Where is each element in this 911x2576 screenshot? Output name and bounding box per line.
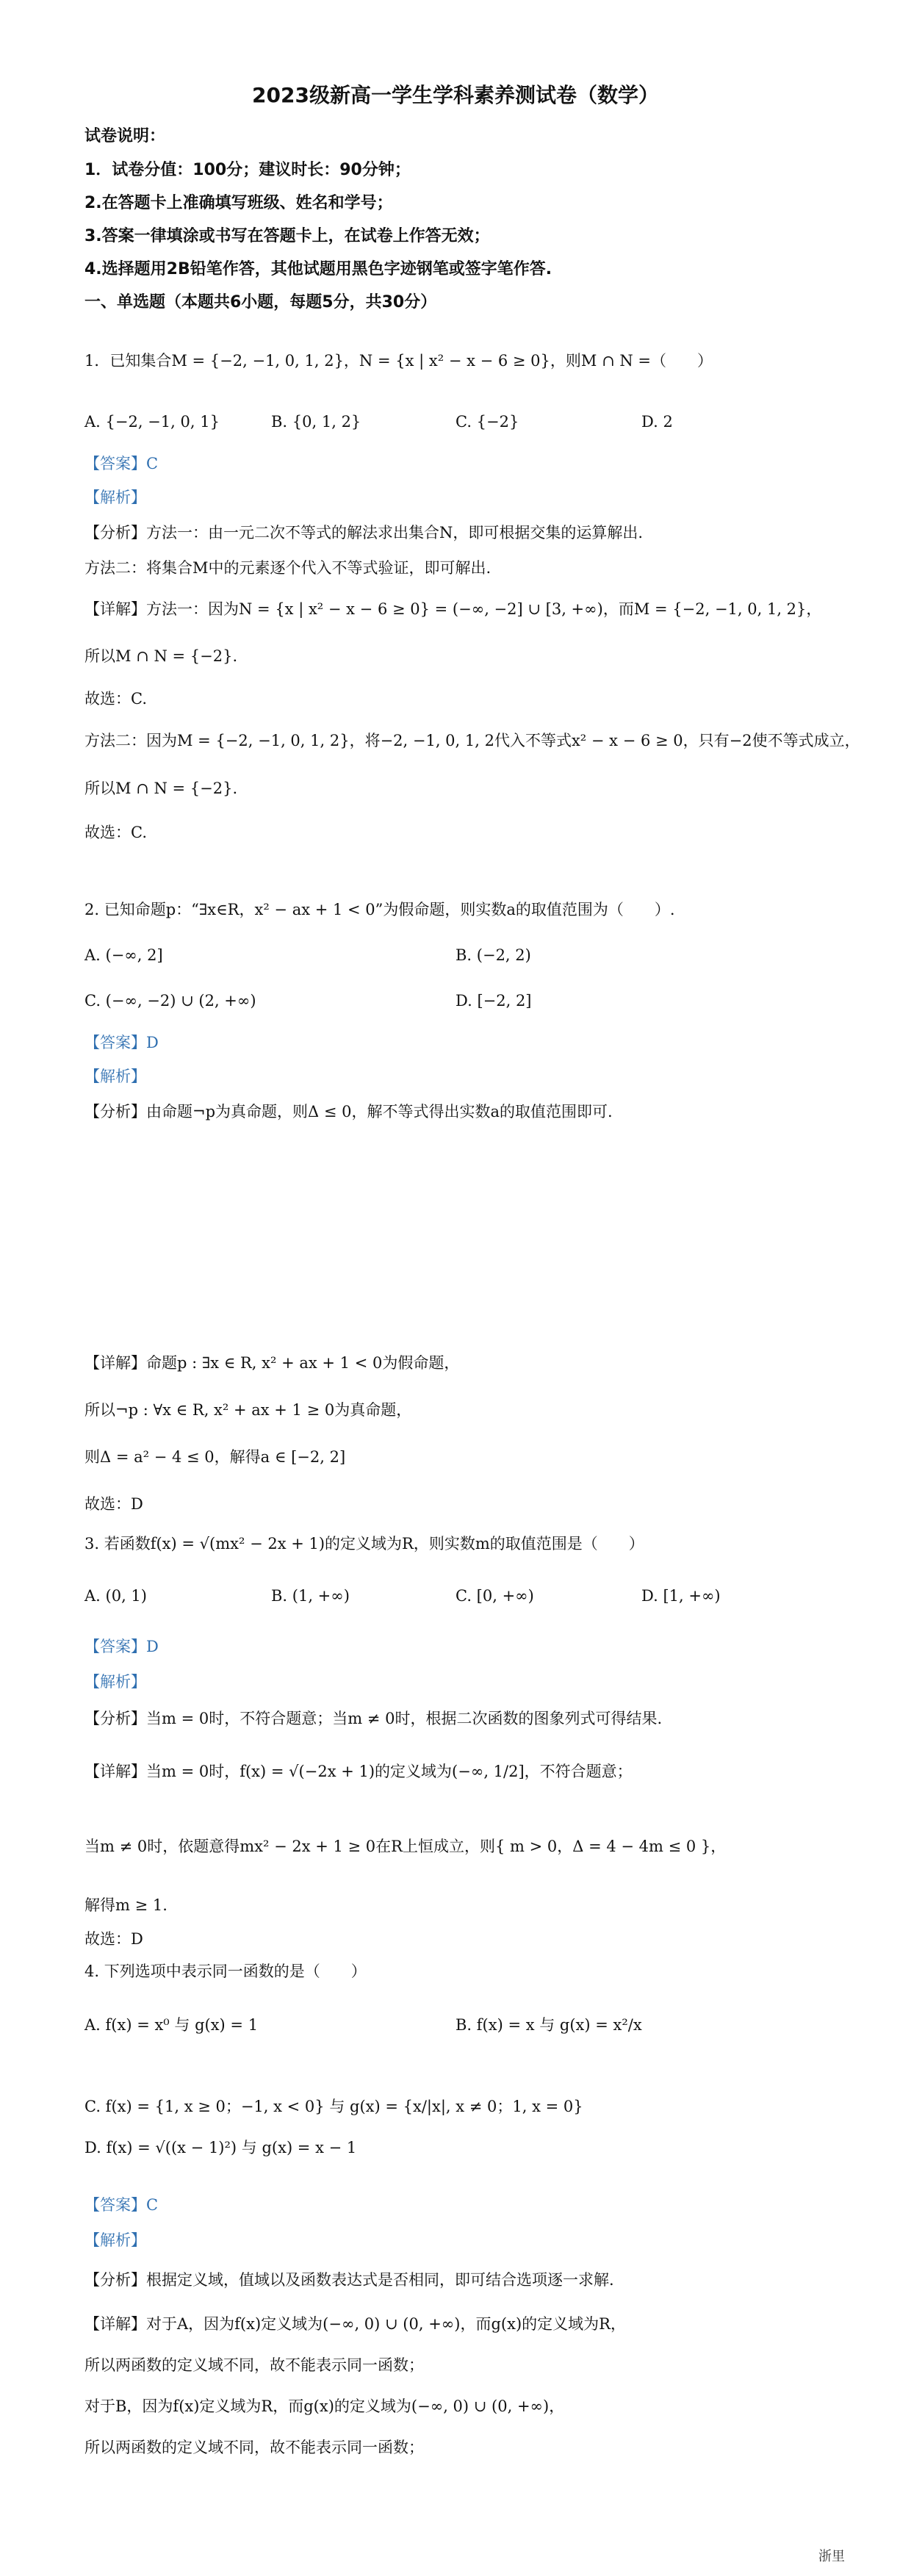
detail-text: 所以两函数的定义域不同，故不能表示同一函数； xyxy=(84,2439,424,2456)
detail-text: 【详解】对于A，因为f(x)定义域为(−∞, 0) ∪ (0, +∞)，而g(x)的定义域为R， xyxy=(84,2315,626,2333)
option-b: B. (−2, 2) xyxy=(455,946,531,964)
detail-text: 故选：C. xyxy=(84,690,147,708)
solution-label: 【解析】 xyxy=(84,1068,146,1085)
instruction-item: 2.在答题卡上准确填写班级、姓名和学号； xyxy=(84,194,393,212)
solution-label: 【解析】 xyxy=(84,2231,146,2249)
detail-text: 故选：D xyxy=(84,1495,143,1513)
analysis-text: 【分析】由命题¬p为真命题，则Δ ≤ 0，解不等式得出实数a的取值范围即可. xyxy=(84,1103,613,1120)
detail-text: 解得m ≥ 1. xyxy=(84,1896,168,1914)
option-d: D. [1, +∞) xyxy=(641,1587,721,1605)
question-3-options xyxy=(84,1587,827,1609)
answer-label: 【答案】C xyxy=(84,455,159,472)
option-b: B. f(x) = x 与 g(x) = x²/x xyxy=(455,2016,642,2034)
instruction-item: 1．试卷分值：100分；建议时长：90分钟； xyxy=(84,161,411,179)
analysis-text: 方法二：将集合M中的元素逐个代入不等式验证，即可解出. xyxy=(84,559,491,577)
question-1-options xyxy=(84,413,827,435)
option-a: A. (−∞, 2] xyxy=(84,946,163,964)
instructions-header: 试卷说明： xyxy=(84,127,166,145)
instruction-item: 3.答案一律填涂或书写在答题卡上，在试卷上作答无效； xyxy=(84,227,490,245)
option-a: A. f(x) = x⁰ 与 g(x) = 1 xyxy=(84,2016,259,2034)
page-title: 2023级新高一学生学科素养测试卷（数学） xyxy=(252,83,659,107)
option-c: C. [0, +∞) xyxy=(455,1587,534,1605)
analysis-text: 【分析】方法一：由一元二次不等式的解法求出集合N，即可根据交集的运算解出. xyxy=(84,524,644,542)
solution-label: 【解析】 xyxy=(84,1673,146,1691)
solution-label: 【解析】 xyxy=(84,489,146,506)
section-heading: 一、单选题（本题共6小题，每题5分，共30分） xyxy=(84,293,437,312)
option-a: A. {−2, −1, 0, 1} xyxy=(84,413,220,431)
question-4-stem: 4. 下列选项中表示同一函数的是（ ） xyxy=(84,1962,367,1980)
detail-text: 【详解】当m = 0时，f(x) = √(−2x + 1)的定义域为(−∞, 1/2]，不符合题意； xyxy=(84,1763,633,1780)
answer-label: 【答案】C xyxy=(84,2196,159,2214)
answer-label: 【答案】D xyxy=(84,1034,159,1051)
question-2-options-row1 xyxy=(84,946,827,968)
detail-text: 所以两函数的定义域不同，故不能表示同一函数； xyxy=(84,2356,424,2374)
question-2-stem: 2. 已知命题p：“∃x∈R，x² − ax + 1 < 0”为假命题，则实数a的取值范围为（ ）. xyxy=(84,901,675,918)
question-2-options-row2 xyxy=(84,992,827,1014)
option-a: A. (0, 1) xyxy=(84,1587,147,1605)
option-c: C. {−2} xyxy=(455,413,519,431)
analysis-text: 【分析】当m = 0时，不符合题意；当m ≠ 0时，根据二次函数的图象列式可得结果. xyxy=(84,1710,663,1727)
detail-text: 方法二：因为M = {−2, −1, 0, 1, 2}，将−2, −1, 0, 1, 2代入不等式x² − x − 6 ≥ 0，只有−2使不等式成立， xyxy=(84,732,860,749)
option-d: D. 2 xyxy=(641,413,673,431)
footer-watermark: 浙里 xyxy=(818,2549,845,2564)
question-1-stem: 1．已知集合M = {−2, −1, 0, 1, 2}，N = {x | x² − x − 6 ≥ 0}，则M ∩ N =（ ） xyxy=(84,352,713,370)
detail-text: 所以M ∩ N = {−2}. xyxy=(84,780,238,797)
question-4-options-row1 xyxy=(84,2013,827,2035)
detail-text: 【详解】方法一：因为N = {x | x² − x − 6 ≥ 0} = (−∞, −2] ∪ [3, +∞)，而M = {−2, −1, 0, 1, 2}， xyxy=(84,600,822,618)
option-b: B. {0, 1, 2} xyxy=(271,413,361,431)
detail-text: 则Δ = a² − 4 ≤ 0，解得a ∈ [−2, 2] xyxy=(84,1448,346,1466)
option-b: B. (1, +∞) xyxy=(271,1587,350,1605)
detail-text: 【详解】命题p : ∃x ∈ R, x² + ax + 1 < 0为假命题， xyxy=(84,1354,460,1372)
detail-text: 所以M ∩ N = {−2}. xyxy=(84,647,238,665)
instruction-item: 4.选择题用2B铅笔作答，其他试题用黑色字迹钢笔或签字笔作答. xyxy=(84,260,552,278)
option-d: D. [−2, 2] xyxy=(455,992,532,1010)
question-3-stem: 3. 若函数f(x) = √(mx² − 2x + 1)的定义域为R，则实数m的取值范围是（ ） xyxy=(84,1535,644,1553)
detail-text: 对于B，因为f(x)定义域为R，而g(x)的定义域为(−∞, 0) ∪ (0, +∞)， xyxy=(84,2397,565,2415)
option-c: C. f(x) = {1, x ≥ 0；−1, x < 0} 与 g(x) = {x/|x|, x ≠ 0；1, x = 0} xyxy=(84,2098,583,2115)
answer-label: 【答案】D xyxy=(84,1638,159,1655)
detail-text: 故选：D xyxy=(84,1930,143,1948)
analysis-text: 【分析】根据定义域，值域以及函数表达式是否相同，即可结合选项逐一求解. xyxy=(84,2271,614,2289)
detail-text: 当m ≠ 0时，依题意得mx² − 2x + 1 ≥ 0在R上恒成立，则{ m > 0，Δ = 4 − 4m ≤ 0 }， xyxy=(84,1838,727,1855)
detail-text: 故选：C. xyxy=(84,824,147,841)
option-c: C. (−∞, −2) ∪ (2, +∞) xyxy=(84,992,256,1010)
option-d: D. f(x) = √((x − 1)²) 与 g(x) = x − 1 xyxy=(84,2139,357,2156)
detail-text: 所以¬p : ∀x ∈ R, x² + ax + 1 ≥ 0为真命题， xyxy=(84,1401,412,1419)
